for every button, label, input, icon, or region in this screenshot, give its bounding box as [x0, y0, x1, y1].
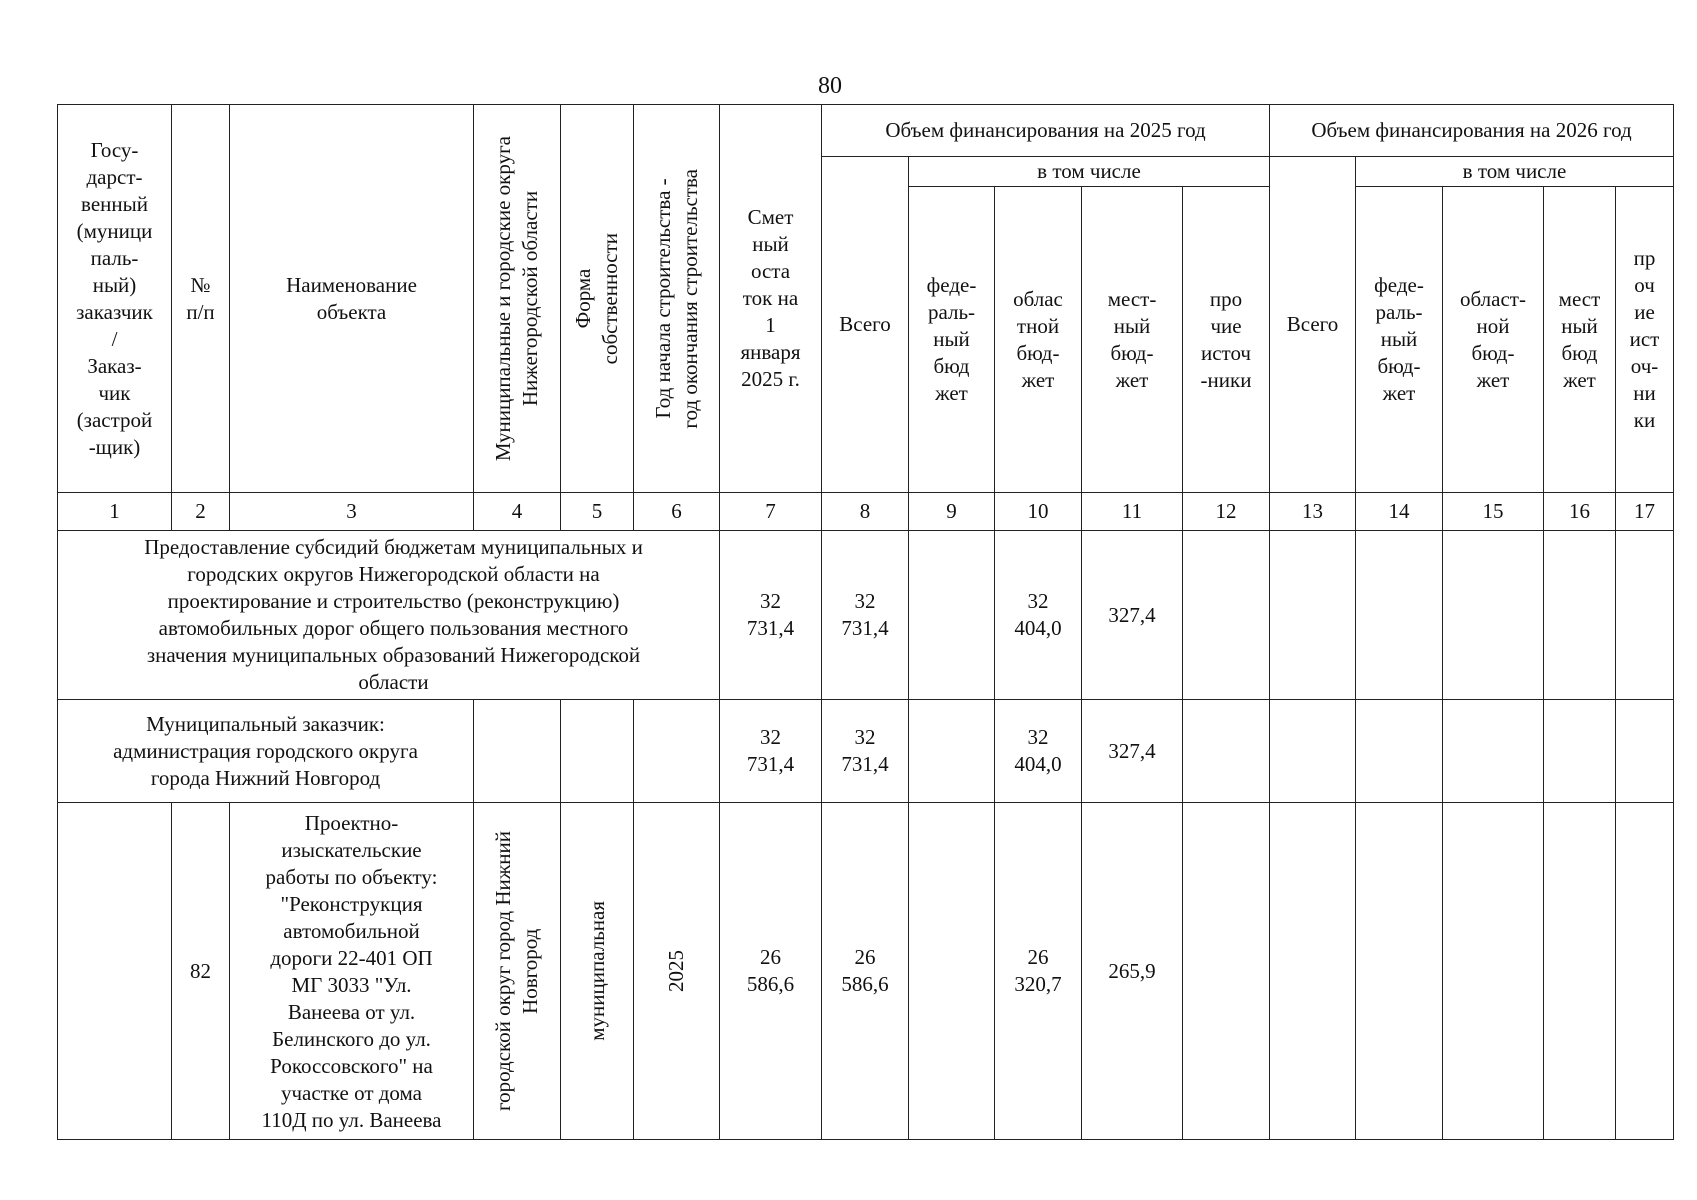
header-row-1 [58, 105, 1674, 157]
item-local-2026 [1544, 803, 1616, 1140]
column-number: 15 [1443, 493, 1544, 531]
section-total-2025: 32 731,4 [822, 531, 909, 700]
column-number: 1 [58, 493, 172, 531]
item-local-2025: 265,9 [1082, 803, 1183, 1140]
section-local-2026 [1544, 531, 1616, 700]
item-regional-2025: 26 320,7 [995, 803, 1082, 1140]
item-customer [58, 803, 172, 1140]
header-ownership [561, 105, 634, 493]
customer-other-2026 [1616, 700, 1674, 803]
column-number: 7 [720, 493, 822, 531]
item-total-2026 [1270, 803, 1356, 1140]
customer-regional-2025: 32 404,0 [995, 700, 1082, 803]
customer-row [58, 700, 1674, 803]
column-number: 14 [1356, 493, 1443, 531]
item-regional-2026 [1443, 803, 1544, 1140]
customer-local-2026 [1544, 700, 1616, 803]
header-including-2025: в том числе [909, 157, 1270, 187]
section-regional-2026 [1443, 531, 1544, 700]
customer-estimated-balance: 32 731,4 [720, 700, 822, 803]
customer-years [634, 700, 720, 803]
section-row [58, 531, 1674, 700]
item-total-2025: 26 586,6 [822, 803, 909, 1140]
section-other-2026 [1616, 531, 1674, 700]
page-number: 80 [818, 73, 842, 99]
column-numbers-row [58, 493, 1674, 531]
header-municipal-districts-text: Муниципальные и городские округа Нижегородской области [491, 135, 542, 462]
header-total-2026: Всего [1270, 157, 1356, 493]
header-local-2025: мест- ный бюд- жет [1082, 187, 1183, 493]
customer-district [474, 700, 561, 803]
column-number: 17 [1616, 493, 1674, 531]
header-customer: Госу- дарст- венный (муници паль- ный) заказчик / Заказ- чик (застрой -щик) [58, 105, 172, 493]
item-ownership-text: муниципальная [584, 901, 609, 1041]
column-number: 12 [1183, 493, 1270, 531]
item-estimated-balance: 26 586,6 [720, 803, 822, 1140]
section-total-2026 [1270, 531, 1356, 700]
column-number: 16 [1544, 493, 1616, 531]
header-estimated-balance: Смет ный оста ток на 1 января 2025 г. [720, 105, 822, 493]
item-years-text: 2025 [664, 950, 688, 992]
section-federal-2025 [909, 531, 995, 700]
header-funding-2025: Объем финансирования на 2025 год [822, 105, 1270, 157]
header-ownership-text: Форма собственности [571, 232, 622, 365]
customer-title: Муниципальный заказчик: администрация городского округа города Нижний Новгород [58, 700, 474, 803]
section-regional-2025: 32 404,0 [995, 531, 1082, 700]
column-number: 3 [230, 493, 474, 531]
header-federal-2026: феде- раль- ный бюд- жет [1356, 187, 1443, 493]
column-number: 2 [172, 493, 230, 531]
item-years [634, 803, 720, 1140]
customer-total-2026 [1270, 700, 1356, 803]
column-number: 4 [474, 493, 561, 531]
item-ownership [561, 803, 634, 1140]
header-regional-2025: облас тной бюд- жет [995, 187, 1082, 493]
header-regional-2026: област- ной бюд- жет [1443, 187, 1544, 493]
header-other-2026: пр оч ие ист оч- ни ки [1616, 187, 1674, 493]
item-district [474, 803, 561, 1140]
item-federal-2026 [1356, 803, 1443, 1140]
customer-federal-2026 [1356, 700, 1443, 803]
header-years-text: Год начала строительства - год окончания строительства [650, 168, 702, 429]
item-federal-2025 [909, 803, 995, 1140]
item-row [58, 803, 1674, 1140]
header-years [634, 105, 720, 493]
column-number: 5 [561, 493, 634, 531]
header-funding-2026: Объем финансирования на 2026 год [1270, 105, 1674, 157]
section-other-2025 [1183, 531, 1270, 700]
customer-total-2025: 32 731,4 [822, 700, 909, 803]
customer-ownership [561, 700, 634, 803]
item-other-2025 [1183, 803, 1270, 1140]
customer-regional-2026 [1443, 700, 1544, 803]
section-federal-2026 [1356, 531, 1443, 700]
section-estimated-balance: 32 731,4 [720, 531, 822, 700]
column-number: 9 [909, 493, 995, 531]
header-municipal-districts [474, 105, 561, 493]
column-number: 8 [822, 493, 909, 531]
column-number: 11 [1082, 493, 1183, 531]
column-number: 6 [634, 493, 720, 531]
header-local-2026: мест ный бюд жет [1544, 187, 1616, 493]
header-object-name: Наименование объекта [230, 105, 474, 493]
item-num: 82 [172, 803, 230, 1140]
customer-local-2025: 327,4 [1082, 700, 1183, 803]
header-total-2025: Всего [822, 157, 909, 493]
item-district-text: городской округ город Нижний Новгород [491, 831, 542, 1111]
financing-table [57, 104, 1674, 1140]
section-title: Предоставление субсидий бюджетам муниципальных и городских округов Нижегородской области на проектирование и строительство (реконструкцию) автомобильных дорог общего пользования местного значения муниципальных образований Нижегородской области [58, 531, 720, 700]
customer-federal-2025 [909, 700, 995, 803]
item-name: Проектно- изыскательские работы по объекту: "Реконструкция автомобильной дороги 22-401 ОП МГ 3033 "Ул. Ванеева от ул. Белинского до ул. Рокоссовского" на участке от дома 110Д по ул. Ванеева [230, 803, 474, 1140]
item-other-2026 [1616, 803, 1674, 1140]
section-local-2025: 327,4 [1082, 531, 1183, 700]
header-federal-2025: феде- раль- ный бюд жет [909, 187, 995, 493]
header-including-2026: в том числе [1356, 157, 1674, 187]
customer-other-2025 [1183, 700, 1270, 803]
column-number: 10 [995, 493, 1082, 531]
column-number: 13 [1270, 493, 1356, 531]
header-other-2025: про чие источ -ники [1183, 187, 1270, 493]
header-num: № п/п [172, 105, 230, 493]
